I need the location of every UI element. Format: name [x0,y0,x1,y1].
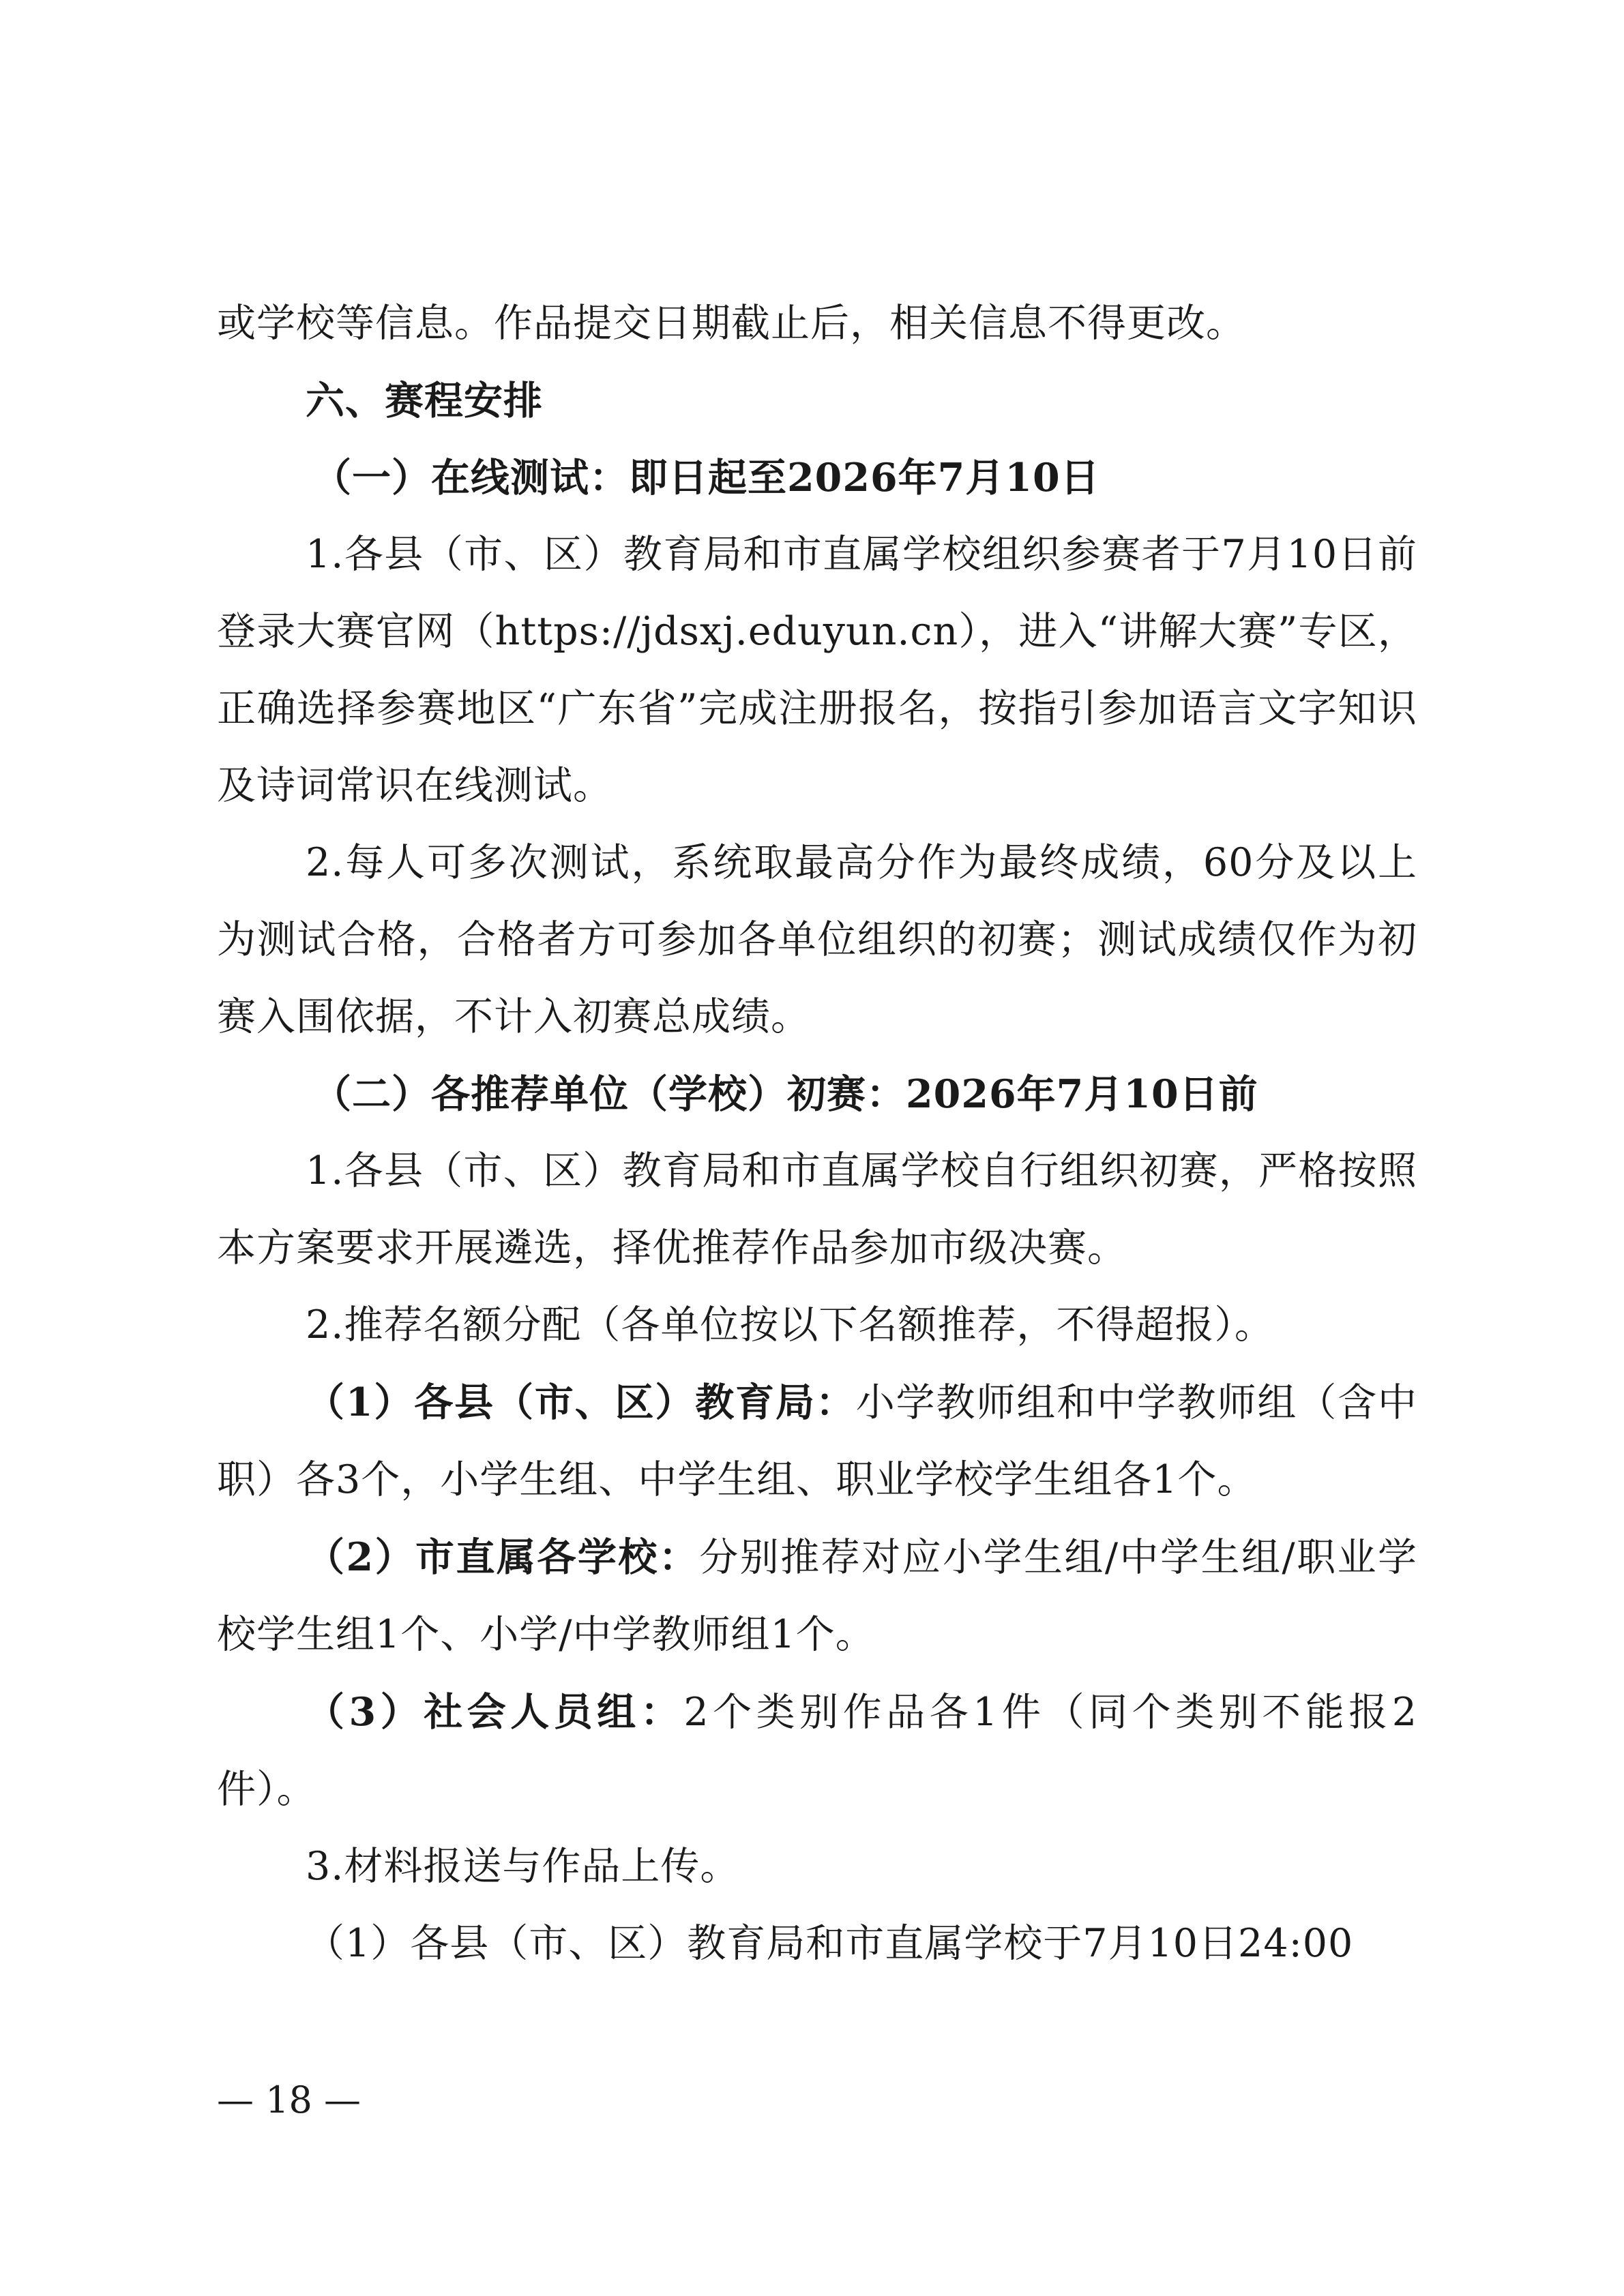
quota-county-lead: （1）各县（市、区）教育局： [306,1380,856,1425]
section-heading-six: 六、赛程安排 [306,378,543,423]
quota-public-lead: （3）社会人员组： [306,1689,684,1735]
paragraph-materials: 3.材料报送与作品上传。 [306,1844,740,1889]
paragraph-materials-1: （1）各县（市、区）教育局和市直属学校于7月10日24:00 [306,1921,1354,1966]
page-number: — 18 — [217,2078,361,2121]
document-body [217,285,1417,1982]
paragraph-preliminary-2: 2.推荐名额分配（各单位按以下名额推荐，不得超报）。 [306,1302,1274,1347]
paragraph-preliminary-1: 1.各县（市、区）教育局和市直属学校自行组织初赛，严格按照本方案要求开展遴选，择优推荐作品参加市级决赛。 [217,1148,1417,1270]
quota-school-body: 分别推荐对应小学生组/中学生组/职业学校学生组1个、小学/中学教师组1个。 [217,1535,1417,1657]
quota-county-body: 小学教师组和中学教师组（含中职）各3个，小学生组、中学生组、职业学校学生组各1个。 [217,1380,1417,1502]
quota-school-lead: （2）市直属各学校： [306,1534,700,1580]
paragraph-online-test-1: 1.各县（市、区）教育局和市直属学校组织参赛者于7月10日前登录大赛官网（https://jdsxj.eduyun.cn），进入“讲解大赛”专区，正确选择参赛地区“广东省”完成注册报名，按指引参加语言文字知识及诗词常识在线测试。 [217,532,1417,808]
paragraph-quota-school [217,1519,1417,1673]
quota-public-body: 2个类别作品各1件（同个类别不能报2件）。 [217,1690,1418,1812]
subsection-heading-one: （一）在线测试：即日起至2026年7月10日 [312,455,1100,501]
subsection-heading-two: （二）各推荐单位（学校）初赛：2026年7月10日前 [312,1071,1258,1117]
paragraph-online-test-2: 2.每人可多次测试，系统取最高分作为最终成绩，60分及以上为测试合格，合格者方可参加各单位组织的初赛；测试成绩仅作为初赛入围依据，不计入初赛总成绩。 [217,840,1417,1039]
paragraph-quota-public [217,1673,1417,1828]
paragraph-quota-county [217,1364,1417,1519]
paragraph-continued: 或学校等信息。作品提交日期截止后，相关信息不得更改。 [217,301,1245,346]
